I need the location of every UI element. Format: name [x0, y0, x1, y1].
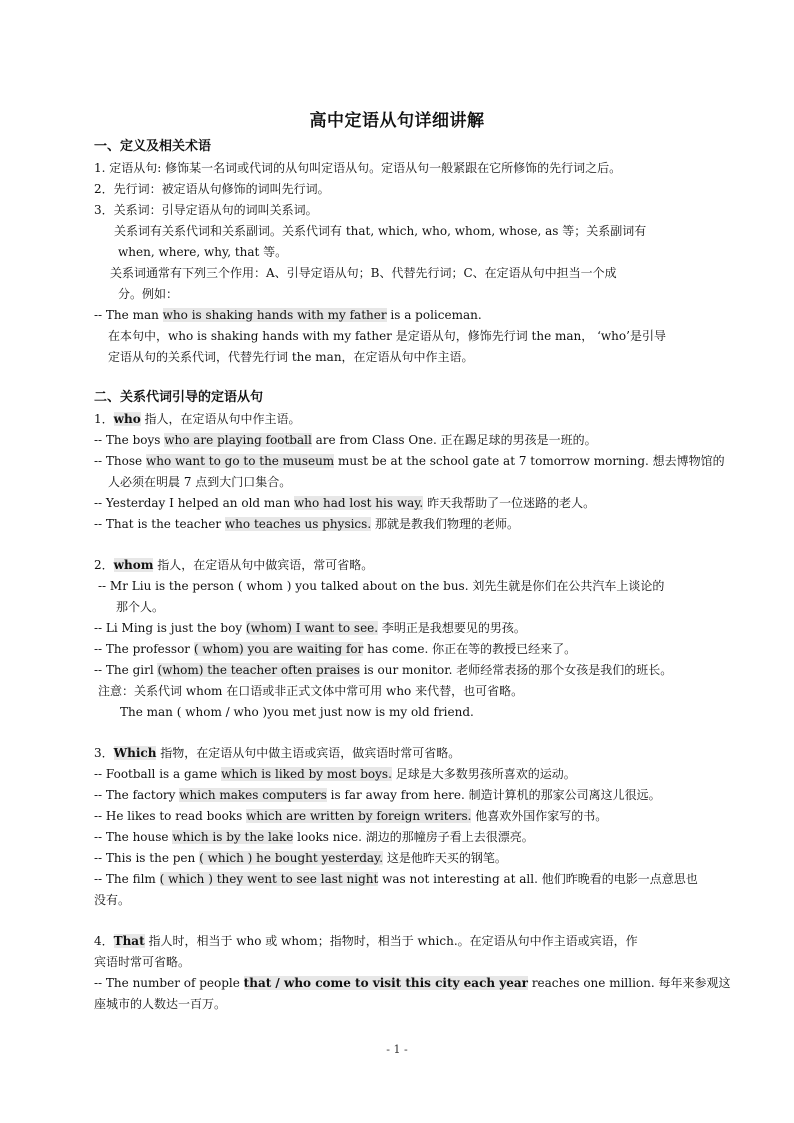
keyword: who: [113, 412, 141, 426]
example-text: -- The factory: [94, 788, 180, 802]
example-text: reaches one million. 每年来参观这: [528, 976, 731, 990]
paragraph-line: 关系词有关系代词和关系副词。关系代词有 that, which, who, whom, whose, as 等；关系副词有: [114, 224, 647, 238]
paragraph-line: 3．关系词：引导定语从句的词叫关系词。: [94, 203, 318, 217]
example-text: has come. 你正在等的教授已经来了。: [363, 642, 577, 656]
example-sentence: [94, 305, 706, 325]
clause-highlight: who had lost his way.: [294, 496, 424, 510]
example-text: 李明正是我想要见的男孩。: [378, 621, 526, 635]
example-sentence: [94, 493, 706, 513]
example-sentence: [94, 869, 706, 889]
item-description: 指物，在定语从句中做主语或宾语，做宾语时常可省略。: [156, 746, 461, 760]
item-number: 1．: [94, 412, 114, 426]
example-sentence: -- Mr Liu is the person ( whom ) you talked about on the bus. 刘先生就是你们在公共汽车上谈论的: [98, 579, 665, 593]
example-text: 昨天我帮助了一位迷路的老人。: [423, 496, 596, 510]
example-text: -- The professor: [94, 642, 194, 656]
keyword: whom: [113, 558, 154, 572]
example-sentence: [94, 451, 725, 471]
clause-highlight: (whom) the teacher often praises: [157, 663, 360, 677]
section-heading-relative-pronouns: 二、关系代词引导的定语从句: [94, 390, 264, 405]
subsection-that: [94, 931, 706, 951]
subsection-which: [94, 743, 706, 763]
example-text: -- The girl: [94, 663, 158, 677]
item-number: 4．: [94, 934, 114, 948]
example-text: are from Class One. 正在踢足球的男孩是一班的。: [311, 433, 597, 447]
clause-highlight: which are written by foreign writers.: [246, 809, 472, 823]
paragraph-line: 2．先行词：被定语从句修饰的词叫先行词。: [94, 182, 330, 196]
clause-highlight: ( which ) he bought yesterday.: [199, 851, 384, 865]
paragraph-line: when, where, why, that 等。: [118, 245, 288, 259]
example-text: -- Those: [94, 454, 146, 468]
note: 注意：关系代词 whom 在口语或非正式文体中常可用 who 来代替，也可省略。: [98, 684, 524, 698]
clause-highlight: who want to go to the museum: [145, 454, 335, 468]
example-sentence: [94, 430, 706, 450]
clause-highlight: which makes computers: [179, 788, 327, 802]
keyword: That: [113, 934, 145, 948]
example-sentence: [94, 785, 706, 805]
item-description: 指人，在定语从句中作主语。: [140, 412, 301, 426]
page-number: - 1 -: [386, 1043, 408, 1056]
example-text: 那就是教我们物理的老师。: [371, 517, 519, 531]
example-text: -- The boys: [94, 433, 165, 447]
item-number: 2．: [94, 558, 114, 572]
example-sentence: [94, 848, 706, 868]
clause-highlight: who is shaking hands with my father: [162, 308, 387, 322]
example-text: -- Li Ming is just the boy: [94, 621, 246, 635]
example-text: must be at the school gate at 7 tomorrow morning. 想去博物馆的: [334, 454, 725, 468]
example-text: is our monitor. 老师经常表扬的那个女孩是我们的班长。: [359, 663, 673, 677]
example-sentence: [94, 618, 706, 638]
example-sentence: [94, 660, 706, 680]
example-sentence: [94, 973, 731, 993]
example-text: -- This is the pen: [94, 851, 200, 865]
example-text: -- He likes to read books: [94, 809, 247, 823]
clause-highlight: which is by the lake: [172, 830, 294, 844]
paragraph-line: 分。例如：: [118, 287, 179, 301]
page-title: 高中定语从句详细讲解: [309, 111, 485, 131]
note-example: The man ( whom / who )you met just now is my old friend.: [120, 705, 474, 719]
paragraph-line: 在本句中，who is shaking hands with my father 是定语从句，修饰先行词 the man， ‘who’是引导: [108, 329, 666, 343]
example-continuation: 那个人。: [116, 600, 165, 614]
example-continuation: 没有。: [94, 893, 131, 907]
example-text: 这是他昨天买的钢笔。: [383, 851, 507, 865]
clause-highlight: who teaches us physics.: [224, 517, 372, 531]
example-text: is far away from here. 制造计算机的那家公司离这儿很远。: [326, 788, 661, 802]
example-continuation: 座城市的人数达一百万。: [94, 997, 227, 1011]
example-text: -- Yesterday I helped an old man: [94, 496, 294, 510]
example-sentence: [94, 514, 706, 534]
example-text: is a policeman.: [386, 308, 482, 322]
example-text: -- The man: [94, 308, 163, 322]
subsection-whom: [94, 555, 706, 575]
example-text: looks nice. 湖边的那幢房子看上去很漂亮。: [293, 830, 534, 844]
paragraph-line: 定语从句的关系代词，代替先行词 the man，在定语从句中作主语。: [108, 350, 474, 364]
example-text: 他喜欢外国作家写的书。: [471, 809, 608, 823]
example-text: -- The house: [94, 830, 173, 844]
paragraph-line: 关系词通常有下列三个作用：A、引导定语从句；B、代替先行词；C、在定语从句中担当一个成: [110, 266, 617, 280]
example-text: 足球是大多数男孩所喜欢的运动。: [391, 767, 576, 781]
item-description-continuation: 宾语时常可省略。: [94, 955, 191, 969]
clause-highlight: ( which ) they went to see last night: [159, 872, 379, 886]
example-text: was not interesting at all. 他们昨晚看的电影一点意思也: [378, 872, 698, 886]
subsection-who: [94, 409, 706, 429]
clause-highlight: who are playing football: [164, 433, 312, 447]
example-sentence: [94, 827, 706, 847]
item-description: 指人，在定语从句中做宾语，常可省略。: [153, 558, 374, 572]
clause-highlight: (whom) I want to see.: [245, 621, 379, 635]
clause-highlight: which is liked by most boys.: [221, 767, 392, 781]
clause-highlight: ( whom) you are waiting for: [193, 642, 364, 656]
example-text: -- Football is a game: [94, 767, 222, 781]
example-sentence: [94, 639, 706, 659]
example-text: -- That is the teacher: [94, 517, 225, 531]
example-sentence: [94, 806, 706, 826]
keyword: Which: [113, 746, 157, 760]
example-continuation: 人必须在明晨 7 点到大门口集合。: [108, 475, 292, 489]
item-number: 3．: [94, 746, 114, 760]
paragraph-line: 1. 定语从句: 修饰某一名词或代词的从句叫定语从句。定语从句一般紧跟在它所修饰的先行词之后。: [94, 161, 622, 175]
clause-highlight: that / who come to visit this city each year: [243, 976, 528, 990]
item-description: 指人时，相当于 who 或 whom；指物时，相当于 which.。在定语从句中作主语或宾语，作: [144, 934, 638, 948]
example-sentence: [94, 764, 706, 784]
section-heading-definitions: 一、定义及相关术语: [94, 139, 212, 154]
example-text: -- The number of people: [94, 976, 244, 990]
example-text: -- The film: [94, 872, 160, 886]
